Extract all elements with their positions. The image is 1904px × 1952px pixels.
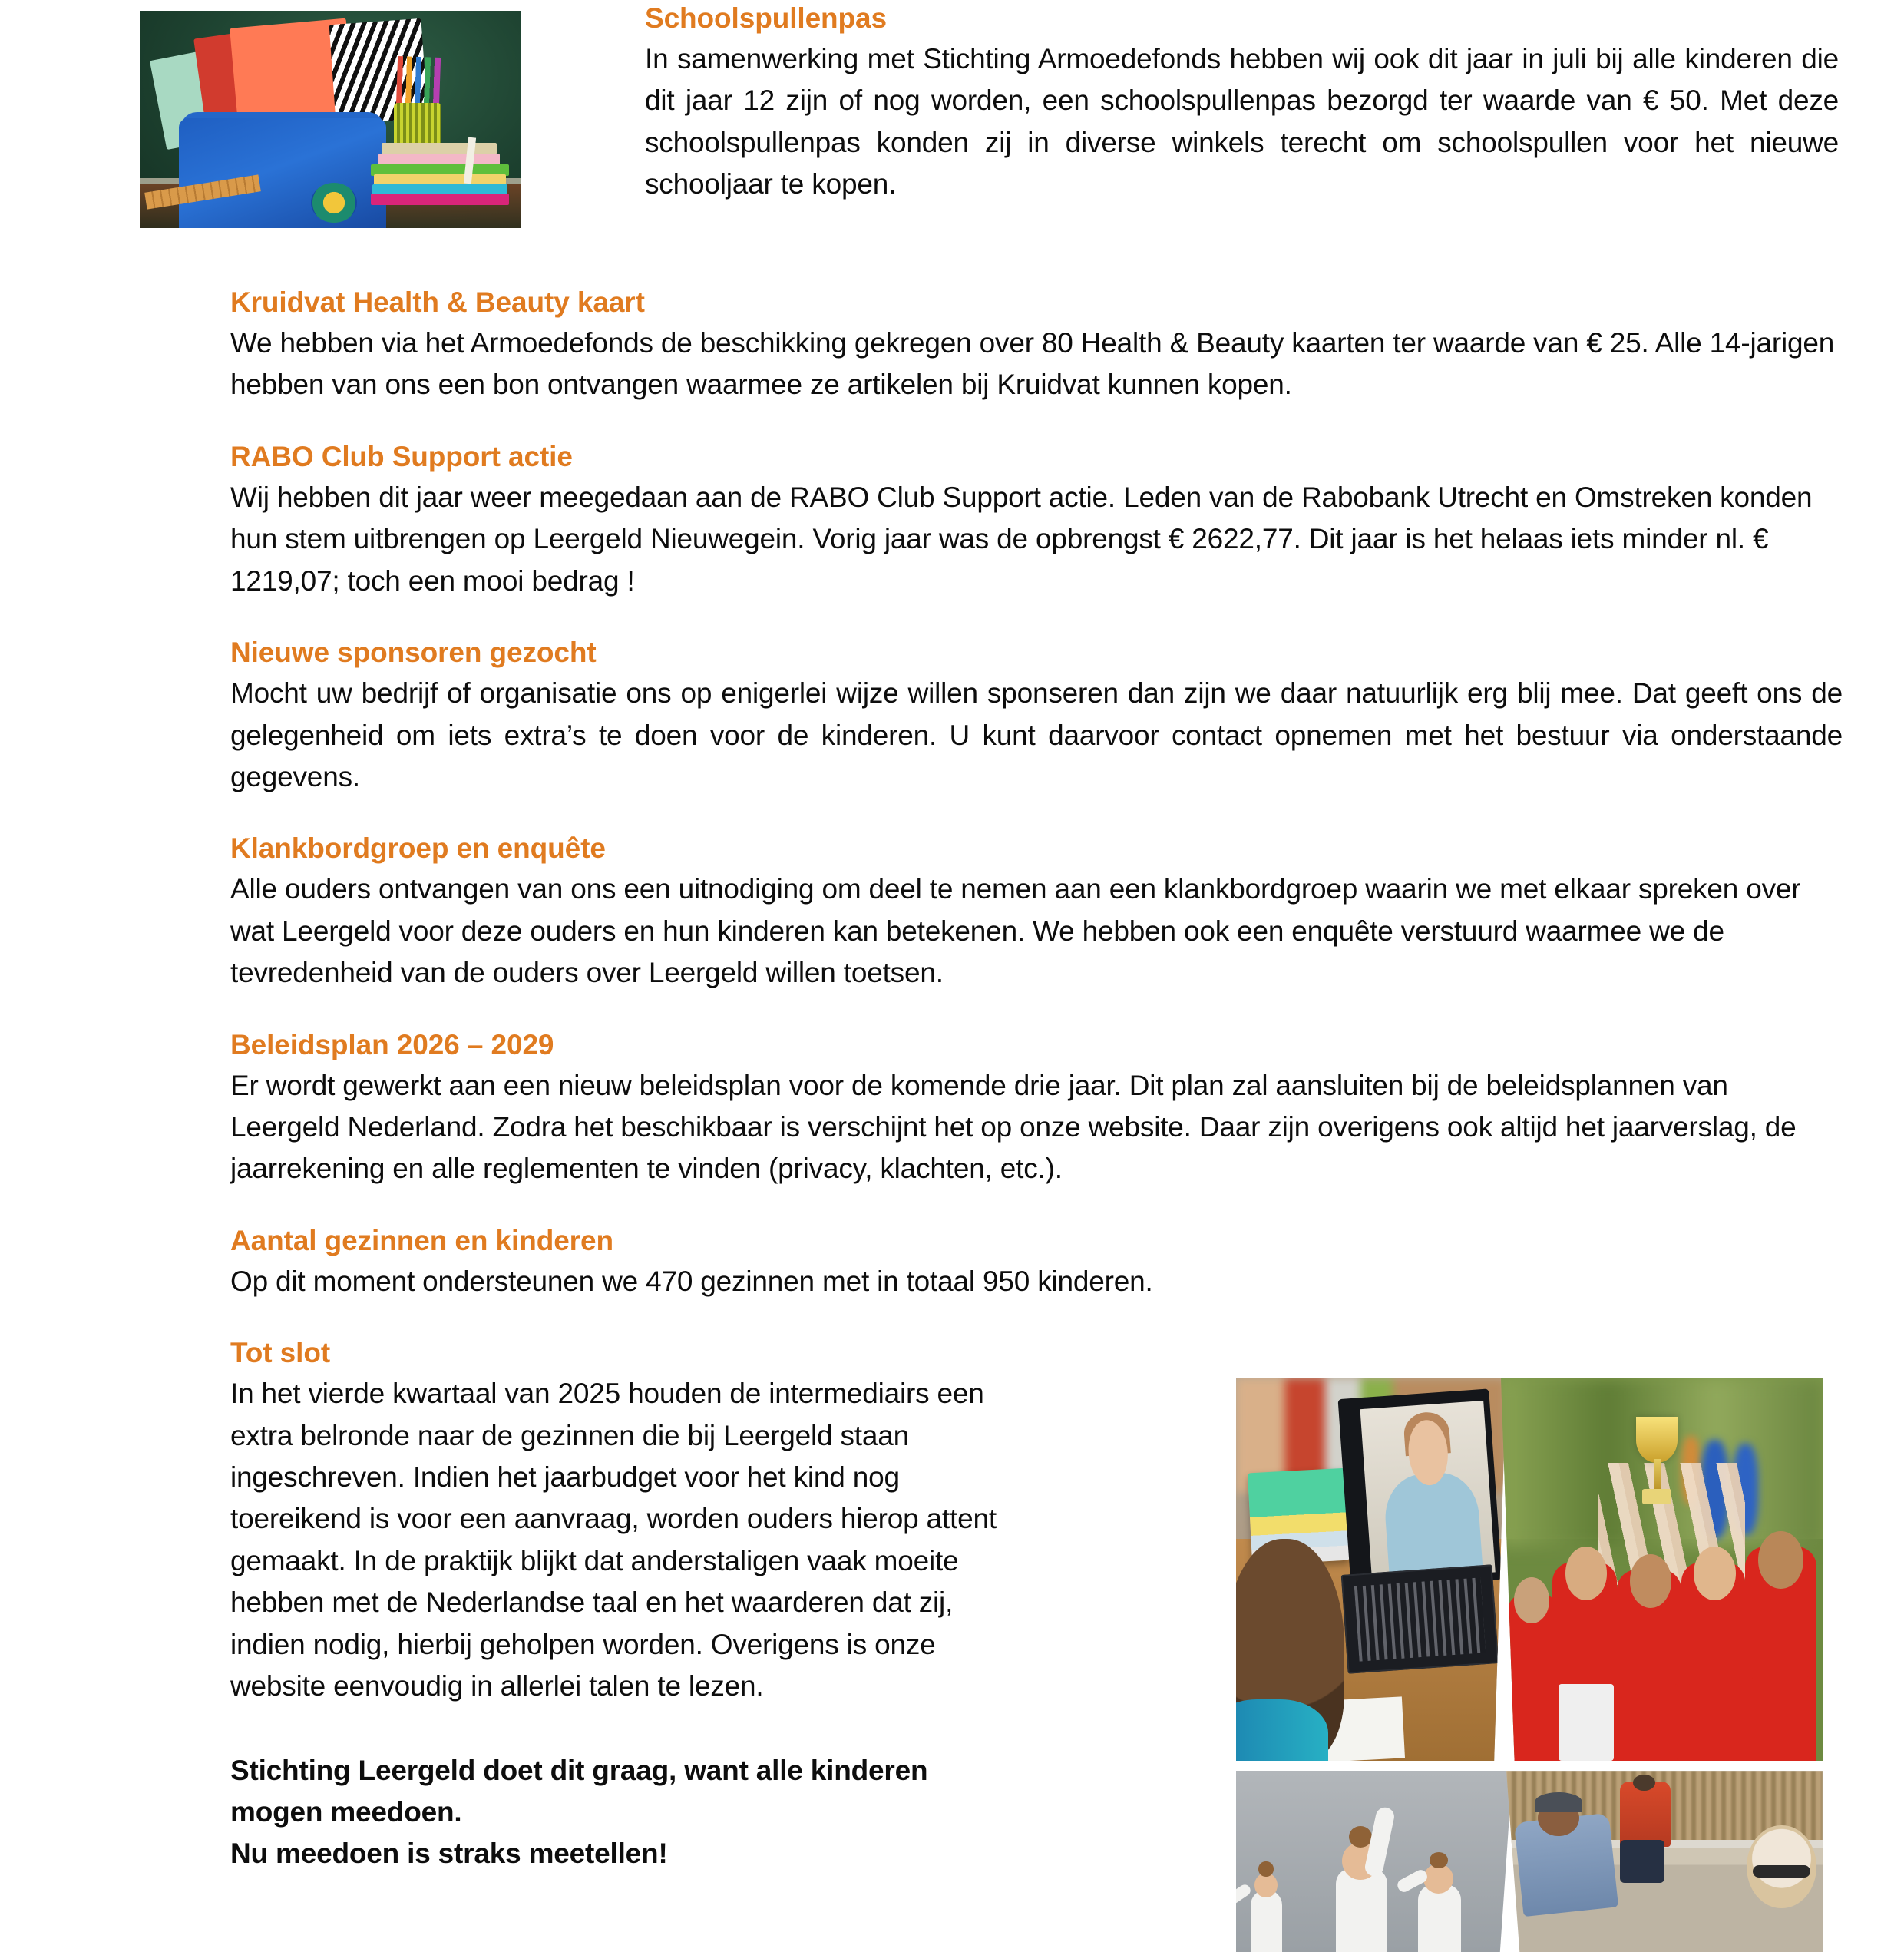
section-sponsoren (230, 634, 1843, 798)
seated-person-red-jacket (1620, 1782, 1671, 1847)
child-head (1694, 1547, 1735, 1600)
section-title-schoolspullenpas: Schoolspullenpas (645, 2, 888, 34)
player-shorts (1559, 1684, 1613, 1761)
section-kruidvat (230, 284, 1843, 406)
trophy-cup (1636, 1417, 1678, 1463)
section-tot-slot (230, 1335, 1006, 1707)
keyboard-keys (1354, 1577, 1486, 1662)
section-text-sponsoren: Mocht uw bedrijf of organisatie ons op enigerlei wijze willen sponseren dan zijn we daar natuurlijk erg blij mee. Dat geeft ons de gelegenheid om iets extra’s te doen voor de kinderen. U kunt daarvoor contact opnemen met het bestuur via onderstaande gegevens. (230, 677, 1843, 792)
dancer-body (1418, 1884, 1461, 1952)
girl-beanie (1535, 1792, 1582, 1812)
dancer-hair-bun (1258, 1861, 1273, 1877)
section-text-beleidsplan: Er wordt gewerkt aan een nieuw beleidsplan voor de komende drie jaar. Dit plan zal aansluiten bij de beleidsplannen van Leergeld Nederland. Zodra het beschikbaar is verschijnt het op onze website. Daar zijn overigens ook altijd het jaarverslag, de jaarrekening en alle reglementen te vinden (privacy, klachten, etc.). (230, 1069, 1797, 1185)
trophy-stem (1654, 1459, 1661, 1494)
section-text-schoolspullenpas: In samenwerking met Stichting Armoedefonds hebben wij ook dit jaar in juli bij alle kinderen die dit jaar 12 zijn of nog worden, een schoolspullenpas bezorgd ter waarde van € 50. Met deze schoolspullenpas konden zij in diverse winkels terecht om schoolspullen voor het nieuwe schooljaar te kopen. (645, 43, 1839, 200)
schoolspullenpas-text-column (645, 0, 1839, 206)
backpack-motif (311, 183, 357, 223)
collage-row-top (1236, 1378, 1823, 1761)
backpack-body (179, 118, 386, 228)
section-schoolspullenpas (230, 0, 1843, 238)
section-rabo (230, 438, 1843, 602)
laptop-keyboard (1341, 1564, 1499, 1674)
girls-dancing-photo (1236, 1771, 1512, 1952)
player-shorts (1623, 1684, 1678, 1761)
dancer (1319, 1807, 1402, 1952)
section-text-kruidvat: We hebben via het Armoedefonds de beschikking gekregen over 80 Health & Beauty kaarten ter waarde van € 25. Alle 14-jarigen hebben van ons een bon ontvangen waarmee ze artikelen bij Kruidvat kunnen kopen. (230, 327, 1835, 401)
dancer (1402, 1836, 1474, 1952)
colored-pencils (396, 56, 441, 108)
closing-line-2: Nu meedoen is straks meetellen! (230, 1837, 668, 1869)
book-layer (378, 154, 500, 165)
section-title-sponsoren: Nieuwe sponsoren gezocht (230, 637, 597, 669)
collage-photo-dance (1236, 1771, 1512, 1952)
section-beleidsplan (230, 1027, 1843, 1190)
section-title-kruidvat: Kruidvat Health & Beauty kaart (230, 286, 645, 318)
stacked-books (371, 142, 509, 205)
closing-statement (230, 1750, 1006, 1874)
player-shorts (1687, 1684, 1742, 1761)
child-head (1514, 1577, 1549, 1623)
dancer-body (1336, 1868, 1387, 1952)
section-klankbordgroep (230, 830, 1843, 994)
seated-person-head (1633, 1775, 1655, 1791)
child-at-laptop-photo (1236, 1378, 1506, 1761)
school-supplies-image (140, 11, 521, 228)
book-layer (371, 194, 509, 205)
section-title-beleidsplan: Beleidsplan 2026 – 2029 (230, 1028, 554, 1060)
dancer-hair-bun (1349, 1826, 1372, 1848)
section-title-rabo: RABO Club Support actie (230, 440, 573, 472)
backpack-photo-illustration (140, 11, 521, 228)
dancer-body (1251, 1890, 1282, 1952)
laptop-screen (1337, 1388, 1502, 1590)
collage-photo-soccer (1501, 1378, 1823, 1761)
child-head (1630, 1554, 1671, 1608)
player-shorts (1752, 1676, 1810, 1761)
section-title-tot-slot: Tot slot (230, 1337, 331, 1369)
section-aantal-gezinnen (230, 1222, 1843, 1302)
section-text-tot-slot: In het vierde kwartaal van 2025 houden de intermediairs een extra belronde naar de gezinnen die bij Leergeld staan ingeschreven. Indien het jaarbudget voor het kind nog toereikend is voor een aanvraag, worden ouders hierop attent gemaakt. In de praktijk blijkt dat anderstaligen vaak moeite hebben met de Nederlandse taal en het waarderen dat zij, indien nodig, hierbij geholpen worden. Overigens is onze website eenvoudig in allerlei talen te lezen. (230, 1378, 997, 1702)
dancer-hair-bun (1430, 1852, 1448, 1868)
section-text-aantal-gezinnen: Op dit moment ondersteunen we 470 gezinnen met in totaal 950 kinderen. (230, 1265, 1153, 1297)
section-text-rabo: Wij hebben dit jaar weer meegedaan aan de RABO Club Support actie. Leden van de Rabobank Utrecht en Omstreken konden hun stem uitbrengen op Leergeld Nieuwegein. Vorig jaar was de opbrengst € 2622,77. Dit jaar is het helaas iets minder nl. € 1219,07; toch een mooi bedrag ! (230, 481, 1813, 597)
section-title-klankbordgroep: Klankbordgroep en enquête (230, 832, 606, 865)
child-head (1565, 1547, 1607, 1600)
book-layer (382, 143, 497, 154)
child-head (1758, 1531, 1803, 1589)
collage-photo-skate (1506, 1771, 1823, 1952)
photo-collage (1236, 1378, 1823, 1952)
closing-line-1: Stichting Leergeld doet dit graag, want alle kinderen mogen meedoen. (230, 1755, 928, 1828)
dancer-arm (1236, 1882, 1252, 1905)
dancer (1241, 1858, 1291, 1952)
soccer-team-trophy-photo (1501, 1378, 1823, 1761)
section-title-aantal-gezinnen: Aantal gezinnen en kinderen (230, 1224, 613, 1256)
section-text-klankbordgroep: Alle ouders ontvangen van ons een uitnodiging om deel te nemen aan een klankbordgroep waarin we met elkaar spreken over wat Leergeld voor deze ouders en hun kinderen kan betekenen. We hebben ook een enquête verstuurd waarmee we de tevredenheid van de ouders over Leergeld willen toetsen. (230, 873, 1801, 989)
sunglasses-icon (1753, 1865, 1810, 1878)
trophy-base (1642, 1489, 1671, 1504)
collage-row-bottom (1236, 1771, 1823, 1952)
collage-photo-laptop (1236, 1378, 1506, 1761)
children-skateboarding-photo (1506, 1771, 1823, 1952)
child-shirt (1236, 1699, 1328, 1761)
seated-person-legs (1620, 1840, 1664, 1884)
